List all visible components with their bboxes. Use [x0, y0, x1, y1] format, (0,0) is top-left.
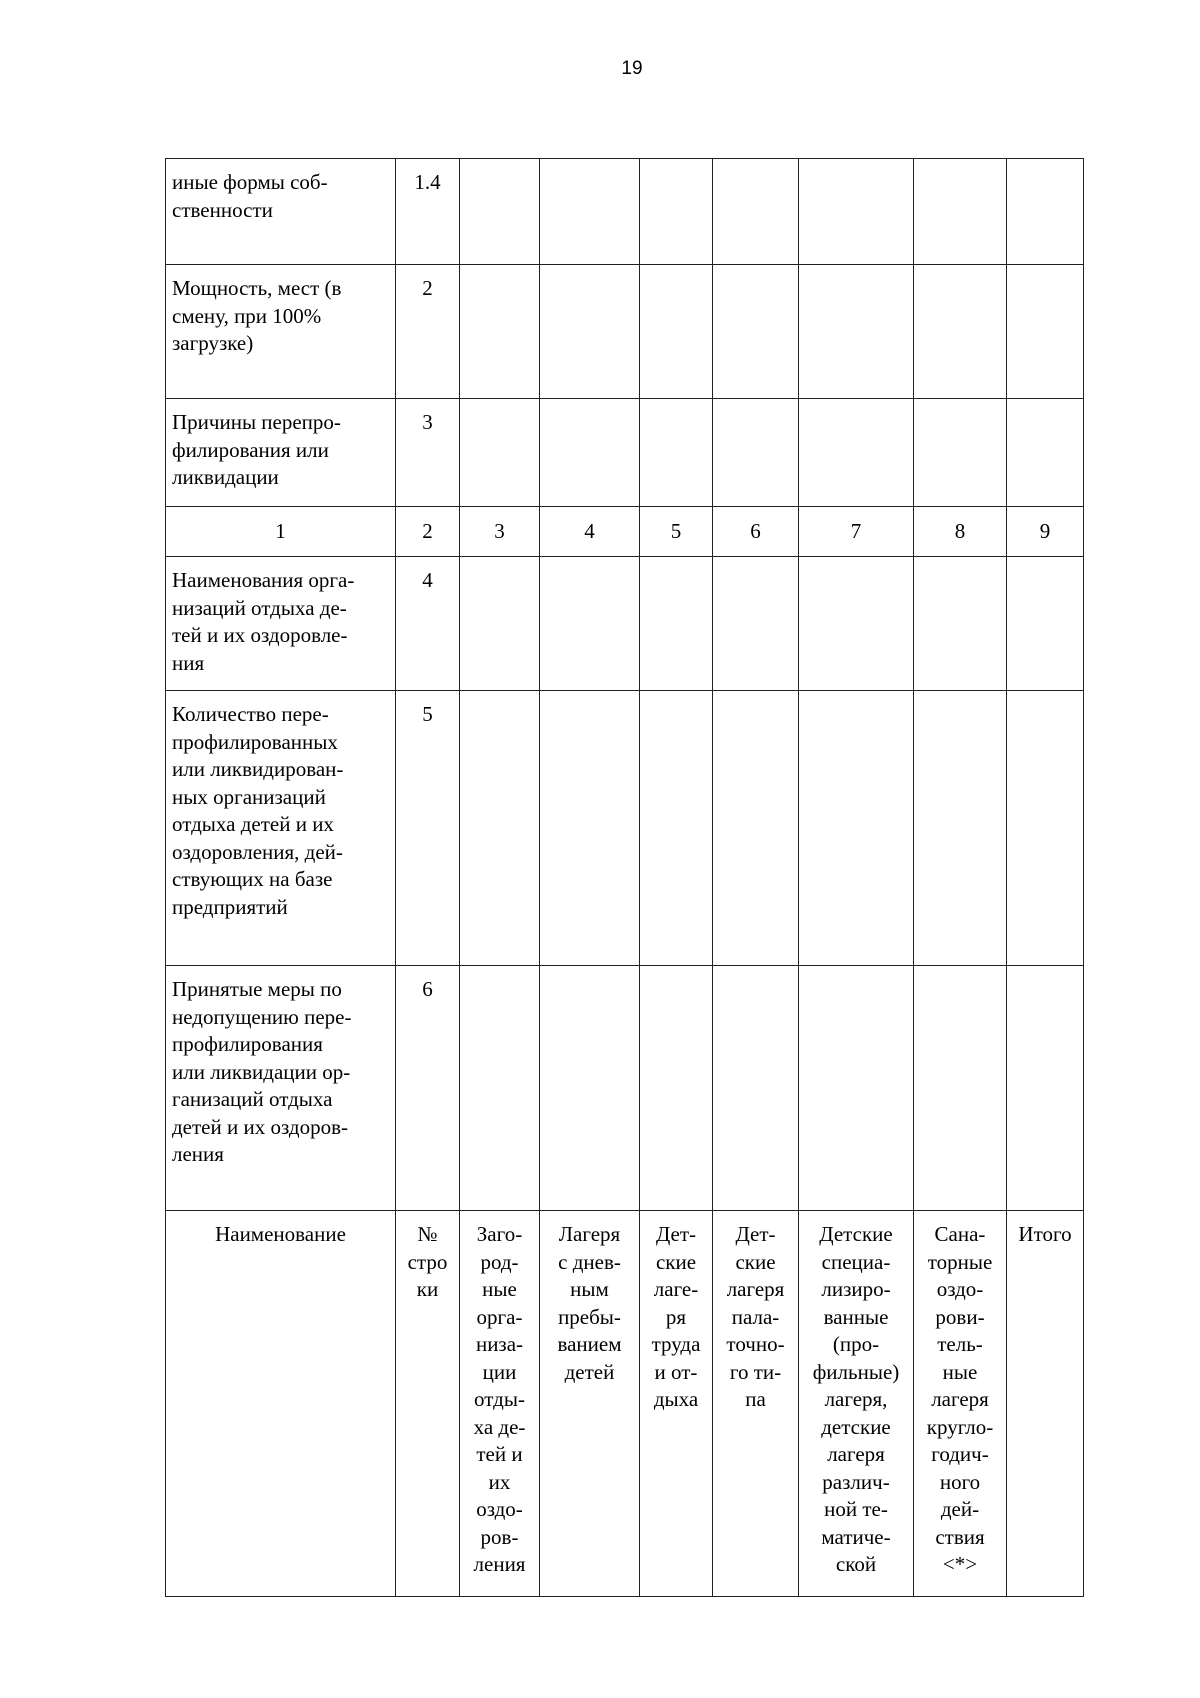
text-line: Мощность, мест (в [172, 276, 342, 300]
empty-cell [914, 966, 1007, 1211]
row-number: 6 [396, 966, 460, 1211]
column-number-row [166, 507, 1084, 557]
text-line: дыха [653, 1387, 699, 1411]
empty-cell [713, 159, 799, 265]
empty-cell [540, 265, 640, 399]
text-line: дей- [940, 1497, 980, 1521]
empty-cell [1007, 159, 1084, 265]
text-line: профилирования [172, 1032, 323, 1056]
empty-cell [540, 399, 640, 507]
text-line: ным [570, 1277, 609, 1301]
header-row-number [396, 1211, 460, 1597]
empty-cell [460, 966, 540, 1211]
row-number: 1.4 [396, 159, 460, 265]
text-line: различ- [822, 1469, 890, 1494]
text-line: лагеря [827, 1442, 885, 1466]
row-number: 2 [396, 265, 460, 399]
text-line: тей и [476, 1442, 523, 1466]
row-label [166, 557, 396, 691]
text-line: ствующих на базе [172, 867, 333, 891]
text-line: ции [482, 1359, 517, 1384]
empty-cell [914, 557, 1007, 691]
text-line: Лагеря [558, 1222, 621, 1246]
text-line: тей и их оздоровле- [172, 623, 348, 647]
column-header-row [166, 1211, 1084, 1597]
text-line: профилированных [172, 729, 338, 754]
row-label [166, 691, 396, 966]
text-line: оздо- [936, 1277, 984, 1301]
empty-cell [799, 691, 914, 966]
table-row [166, 265, 1084, 399]
header-country-organizations [460, 1211, 540, 1597]
empty-cell [713, 691, 799, 966]
text-line: точно- [726, 1332, 785, 1356]
text-line: ганизаций отдыха [172, 1087, 333, 1111]
text-line: Сана- [934, 1222, 986, 1246]
text-line: филирования или [172, 437, 329, 462]
text-line: ки [416, 1277, 439, 1301]
text-line: детские [821, 1414, 891, 1439]
text-line: ря [665, 1304, 687, 1329]
text-line: пребы- [558, 1304, 621, 1329]
text-line: оздо- [476, 1497, 523, 1521]
text-line: их [488, 1469, 511, 1494]
text-line: ха де- [473, 1414, 526, 1439]
empty-cell [799, 399, 914, 507]
column-number: 7 [799, 507, 914, 557]
text-line: ные [942, 1359, 978, 1384]
row-number: 4 [396, 557, 460, 691]
text-line: тель- [937, 1332, 983, 1356]
empty-cell [914, 265, 1007, 399]
text-line: № [417, 1222, 438, 1246]
text-line: Итого [1018, 1222, 1072, 1246]
text-line: ных организаций [172, 784, 326, 809]
text-line: отды- [474, 1387, 525, 1411]
text-line: годич- [931, 1442, 989, 1466]
text-line: ные [482, 1277, 517, 1301]
empty-cell [1007, 557, 1084, 691]
text-line: Причины перепро- [172, 410, 341, 434]
empty-cell [1007, 399, 1084, 507]
report-table [165, 158, 1084, 1597]
page-number: 19 [621, 58, 643, 79]
column-number: 5 [640, 507, 713, 557]
row-number: 3 [396, 399, 460, 507]
text-line: Дет- [735, 1222, 776, 1246]
column-number: 2 [396, 507, 460, 557]
table-row [166, 691, 1084, 966]
column-number: 8 [914, 507, 1007, 557]
text-line: труда [651, 1332, 701, 1356]
text-line: ния [172, 650, 205, 675]
column-number: 1 [166, 507, 396, 557]
text-line: фильные) [812, 1359, 900, 1384]
text-line: Дет- [655, 1222, 697, 1246]
text-line: стро [407, 1249, 448, 1274]
text-line: недопущению пере- [172, 1004, 352, 1029]
text-line: смену, при 100% [172, 303, 322, 328]
text-line: или ликвидирован- [172, 757, 344, 781]
header-specialized-camps [799, 1211, 914, 1597]
empty-cell [713, 265, 799, 399]
column-number: 6 [713, 507, 799, 557]
text-line: низаций отдыха де- [172, 595, 347, 620]
table-row [166, 557, 1084, 691]
text-line: матиче- [821, 1524, 891, 1549]
header-total [1007, 1211, 1084, 1597]
empty-cell [540, 159, 640, 265]
text-line: низа- [475, 1332, 524, 1356]
empty-cell [799, 159, 914, 265]
text-line: ления [172, 1142, 224, 1166]
text-line: предприятий [172, 894, 288, 919]
header-day-camps [540, 1211, 640, 1597]
empty-cell [914, 159, 1007, 265]
text-line: ванием [557, 1332, 622, 1356]
empty-cell [460, 691, 540, 966]
empty-cell [799, 265, 914, 399]
text-line: пала- [731, 1304, 780, 1329]
text-line: па [745, 1387, 766, 1411]
empty-cell [640, 557, 713, 691]
text-line: отдыха детей и их [172, 812, 334, 836]
text-line: ликвидации [172, 465, 279, 489]
text-line: Наименование [215, 1222, 346, 1246]
text-line: ские [735, 1249, 776, 1274]
table-row [166, 966, 1084, 1211]
text-line: лагеря [726, 1277, 785, 1301]
text-line: ной те- [824, 1497, 888, 1521]
text-line: детей [564, 1359, 615, 1384]
text-line: или ликвидации ор- [172, 1059, 351, 1084]
empty-cell [799, 966, 914, 1211]
empty-cell [460, 557, 540, 691]
text-line: ров- [480, 1524, 519, 1549]
row-label [166, 159, 396, 265]
empty-cell [640, 399, 713, 507]
text-line: лагеря [931, 1387, 989, 1411]
text-line: ской [835, 1552, 877, 1576]
text-line: ванные [823, 1304, 889, 1329]
empty-cell [460, 399, 540, 507]
text-line: <*> [942, 1552, 978, 1576]
empty-cell [640, 691, 713, 966]
text-line: с днев- [558, 1249, 621, 1274]
text-line: орга- [476, 1304, 523, 1329]
text-line: лизиро- [821, 1277, 891, 1301]
row-label [166, 399, 396, 507]
row-label [166, 966, 396, 1211]
text-line: лаге- [653, 1277, 699, 1301]
table-row [166, 159, 1084, 265]
text-line: род- [480, 1249, 519, 1274]
empty-cell [1007, 966, 1084, 1211]
text-line: оздоровления, дей- [172, 839, 343, 864]
text-line: ствия [935, 1524, 985, 1549]
empty-cell [540, 966, 640, 1211]
empty-cell [1007, 265, 1084, 399]
text-line: кругло- [926, 1414, 994, 1439]
header-sanatorium-camps [914, 1211, 1007, 1597]
empty-cell [713, 966, 799, 1211]
column-number: 3 [460, 507, 540, 557]
empty-cell [460, 265, 540, 399]
column-number: 9 [1007, 507, 1084, 557]
row-label [166, 265, 396, 399]
text-line: Принятые меры по [172, 977, 342, 1001]
header-labor-camps [640, 1211, 713, 1597]
empty-cell [799, 557, 914, 691]
text-line: Наименования орга- [172, 568, 355, 592]
text-line: и от- [654, 1359, 698, 1384]
header-name [166, 1211, 396, 1597]
empty-cell [713, 399, 799, 507]
empty-cell [540, 691, 640, 966]
empty-cell [640, 265, 713, 399]
text-line: ления [473, 1552, 526, 1576]
text-line: Количество пере- [172, 702, 329, 726]
empty-cell [713, 557, 799, 691]
row-number: 5 [396, 691, 460, 966]
empty-cell [1007, 691, 1084, 966]
empty-cell [914, 691, 1007, 966]
empty-cell [914, 399, 1007, 507]
empty-cell [540, 557, 640, 691]
text-line: Детские [819, 1222, 893, 1246]
text-line: загрузке) [172, 331, 254, 355]
text-line: ного [939, 1469, 981, 1494]
text-line: ские [655, 1249, 697, 1274]
text-line: го ти- [729, 1359, 782, 1384]
text-line: рови- [935, 1304, 985, 1329]
text-line: (про- [832, 1332, 880, 1356]
text-line: Заго- [476, 1222, 523, 1246]
column-number: 4 [540, 507, 640, 557]
header-tent-camps [713, 1211, 799, 1597]
table-row [166, 399, 1084, 507]
empty-cell [640, 159, 713, 265]
empty-cell [460, 159, 540, 265]
text-line: ственности [172, 197, 273, 222]
text-line: лагеря, [824, 1387, 888, 1411]
empty-cell [640, 966, 713, 1211]
text-line: торные [927, 1249, 993, 1274]
text-line: детей и их оздоров- [172, 1114, 348, 1139]
text-line: специа- [821, 1249, 891, 1274]
text-line: иные формы соб- [172, 170, 328, 194]
